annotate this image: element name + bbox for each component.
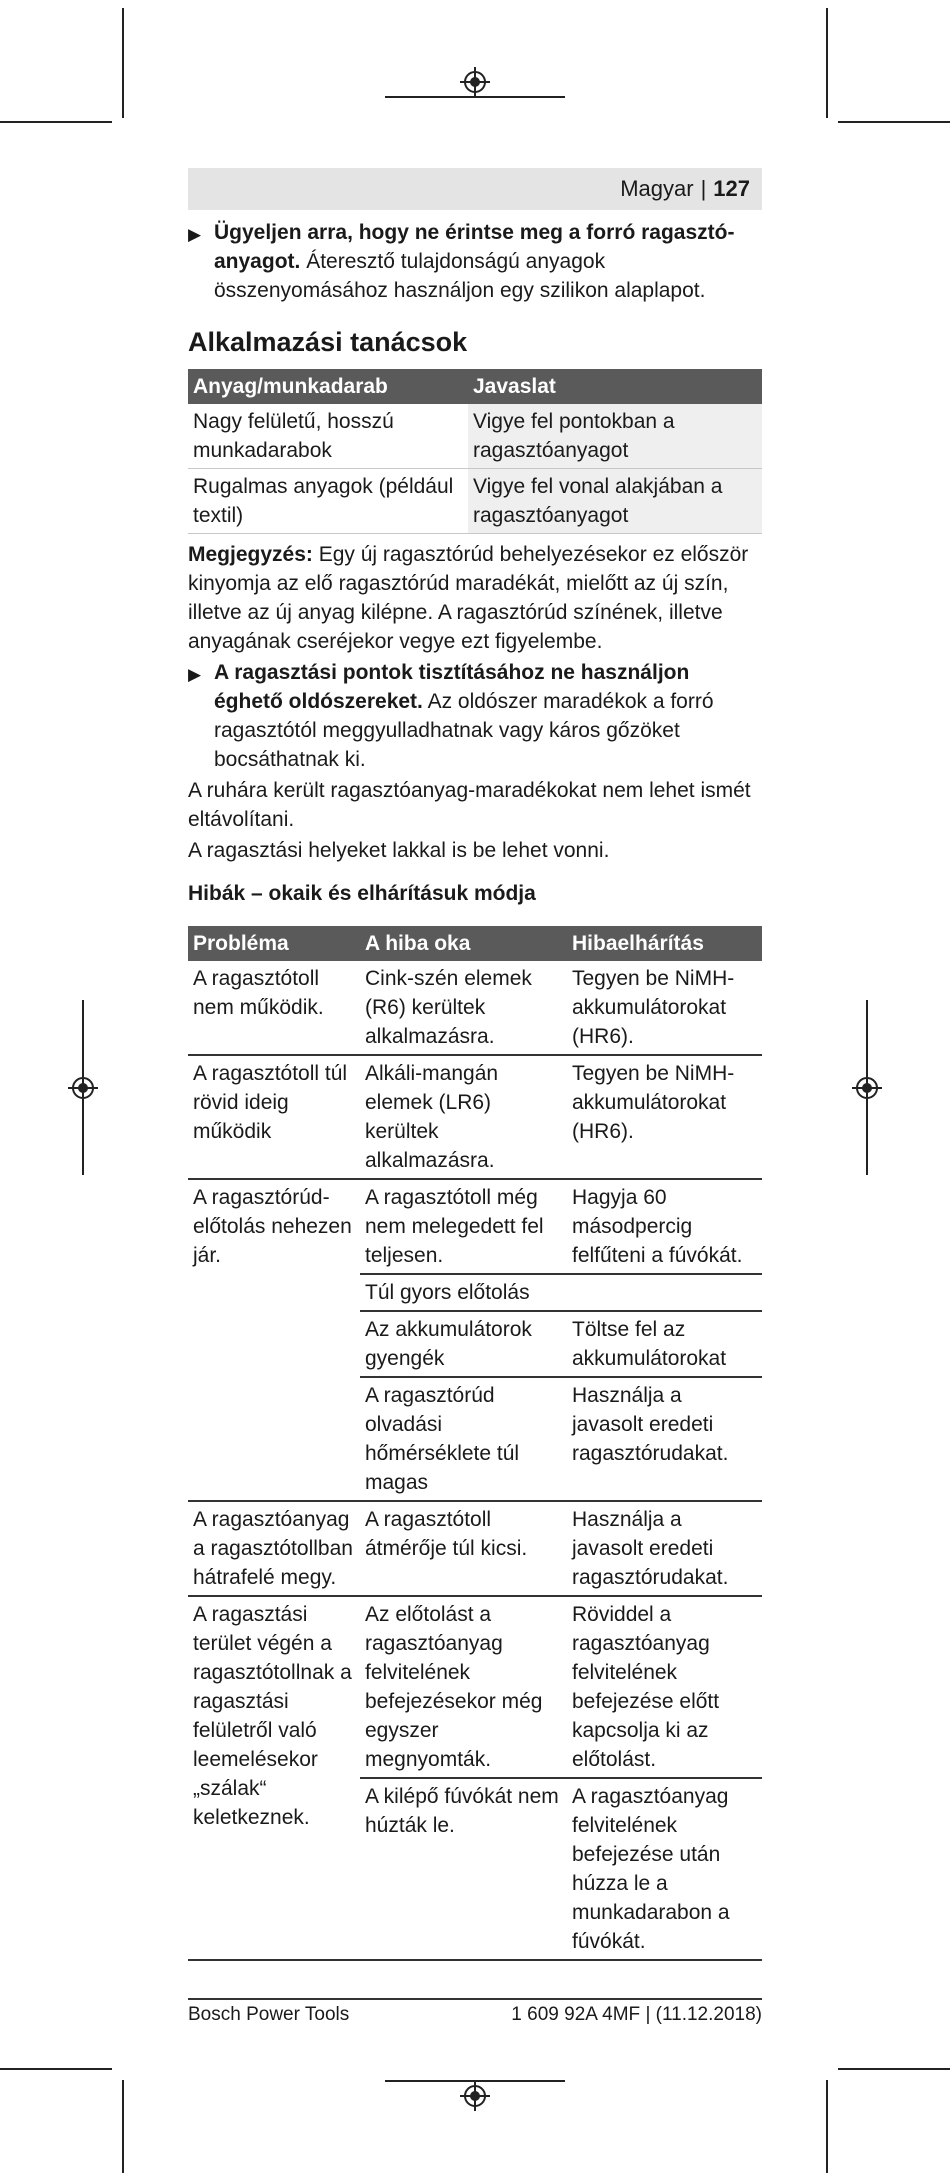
warning-hot-glue bbox=[188, 218, 762, 305]
note-label: Megjegyzés: bbox=[188, 543, 313, 566]
paragraph: A ruhára került ragasztóanyag-maradékokat nem lehet ismét eltávolítani. bbox=[188, 779, 751, 831]
warning-bold: Ügyeljen arra, hogy ne érintse meg a forró ragasztó-anyagot. bbox=[214, 221, 735, 273]
table-cell: Az akkumulátorok gyengék bbox=[360, 1311, 567, 1377]
registration-mark-icon bbox=[852, 1073, 882, 1103]
table-row bbox=[188, 469, 762, 534]
table-row bbox=[188, 1596, 762, 1778]
bullet-triangle-icon: ▶ bbox=[188, 665, 202, 684]
table-cell: Az előtolást a ragasztóanyag felvitelének befejezésekor még egyszer megnyomták. bbox=[360, 1596, 567, 1778]
table-cell: A ragasztótoll túl rövid ideig működik bbox=[188, 1055, 360, 1179]
page-number: 127 bbox=[713, 176, 750, 201]
crop-mark bbox=[122, 2080, 124, 2173]
note-text: Egy új ragasztórúd behelyezésekor ez először kinyomja az elő ragasztórúd maradékát, mielőtt az új szín, illetve az új anyag kilépne. A ragasztórúd színének, illetve anyagának cseréjekor vegye ezt figyelembe. bbox=[188, 543, 749, 653]
table-cell: Cink-szén elemek (R6) kerültek alkalmazásra. bbox=[360, 961, 567, 1055]
crop-mark bbox=[838, 2068, 950, 2070]
warning-solvents bbox=[188, 658, 762, 774]
table-cell: Röviddel a ragasztóanyag felvitelének befejezése előtt kapcsolja ki az előtolást. bbox=[567, 1596, 762, 1778]
crop-mark bbox=[826, 2080, 828, 2173]
warning-text: Áteresztő tulajdonságú anyagok összenyomásához használjon egy szilikon alaplapot. bbox=[214, 250, 706, 302]
table-cell: A ragasztórúd-előtolás nehezen jár. bbox=[188, 1179, 360, 1501]
header-separator: | bbox=[700, 176, 707, 201]
table-cell: Tegyen be NiMH-akkumulátorokat (HR6). bbox=[567, 961, 762, 1055]
table-cell: Rugalmas anyagok (például textil) bbox=[188, 469, 468, 534]
column-header: Javaslat bbox=[468, 369, 762, 404]
table-cell: Vigye fel pontokban a ragasztóanyagot bbox=[468, 404, 762, 469]
crop-mark bbox=[0, 121, 112, 123]
table-cell bbox=[360, 1274, 762, 1311]
bullet-triangle-icon: ▶ bbox=[188, 225, 202, 244]
table-cell: Nagy felületű, hosszú munkadarabok bbox=[188, 404, 468, 469]
registration-mark-icon bbox=[460, 67, 490, 97]
table-cell: Töltse fel az akkumulátorokat bbox=[567, 1311, 762, 1377]
table-row bbox=[188, 404, 762, 469]
section-title: Hibák – okaik és elhárításuk módja bbox=[188, 882, 536, 905]
table-cell: A ragasztási terület végén a ragasztótollnak a ragasztási felületről való leemelésekor „szálak“ keletkeznek. bbox=[188, 1596, 360, 1960]
crop-mark bbox=[838, 121, 950, 123]
registration-mark-icon bbox=[68, 1073, 98, 1103]
table-row bbox=[188, 1501, 762, 1596]
table-cell: A ragasztórúd olvadási hőmérséklete túl magas bbox=[360, 1377, 567, 1501]
table-cell: Tegyen be NiMH-akkumulátorokat (HR6). bbox=[567, 1055, 762, 1179]
column-header: A hiba oka bbox=[360, 926, 567, 961]
table-header-row bbox=[188, 926, 762, 961]
table-row bbox=[188, 1055, 762, 1179]
footer-brand: Bosch Power Tools bbox=[188, 2004, 350, 2025]
footer-docref: 1 609 92A 4MF | (11.12.2018) bbox=[511, 2004, 762, 2025]
page-content bbox=[188, 168, 762, 1961]
warning-bold: A ragasztási pontok tisztításához ne használjon éghető oldószereket. bbox=[214, 661, 690, 713]
crop-mark bbox=[826, 8, 828, 118]
table-cell: A ragasztóanyag a ragasztótollban hátrafelé megy. bbox=[188, 1501, 360, 1596]
table-row bbox=[188, 961, 762, 1055]
application-tips-table bbox=[188, 369, 762, 534]
crop-mark bbox=[0, 2068, 112, 2070]
table-cell: A ragasztóanyag felvitelének befejezése után húzza le a munkadarabon a fúvókát. bbox=[567, 1778, 762, 1960]
table-cell: Vigye fel vonal alakjában a ragasztóanyagot bbox=[468, 469, 762, 534]
crop-mark bbox=[122, 8, 124, 118]
column-header: Probléma bbox=[188, 926, 360, 961]
note-paragraph bbox=[188, 540, 762, 656]
table-row bbox=[188, 1179, 762, 1274]
table-cell: A ragasztótoll nem működik. bbox=[188, 961, 360, 1055]
column-header: Anyag/munkadarab bbox=[188, 369, 468, 404]
column-header: Hibaelhárítás bbox=[567, 926, 762, 961]
table-cell: Használja a javasolt eredeti ragasztórudakat. bbox=[567, 1501, 762, 1596]
header-language: Magyar bbox=[620, 176, 694, 201]
table-cell: Használja a javasolt eredeti ragasztórudakat. bbox=[567, 1377, 762, 1501]
table-cell: A kilépő fúvókát nem húzták le. bbox=[360, 1778, 567, 1960]
page-footer bbox=[188, 1998, 762, 2026]
table-cell: A ragasztótoll még nem melegedett fel teljesen. bbox=[360, 1179, 567, 1274]
table-cell: Hagyja 60 másodpercig felfűteni a fúvókát. bbox=[567, 1179, 762, 1274]
warning-text: Az oldószer maradékok a forró ragasztótól meggyulladhatnak vagy káros gőzöket bocsáthatnak ki. bbox=[214, 690, 714, 771]
registration-mark-icon bbox=[460, 2081, 490, 2111]
table-header-row bbox=[188, 369, 762, 404]
page-header bbox=[188, 168, 762, 210]
troubleshooting-table bbox=[188, 926, 762, 1961]
cell-text: Túl gyors előtolás bbox=[365, 1281, 530, 1304]
section-title: Alkalmazási tanácsok bbox=[188, 327, 468, 357]
table-cell: Alkáli-mangán elemek (LR6) kerültek alkalmazásra. bbox=[360, 1055, 567, 1179]
paragraph: A ragasztási helyeket lakkal is be lehet vonni. bbox=[188, 839, 610, 862]
table-cell: A ragasztótoll átmérője túl kicsi. bbox=[360, 1501, 567, 1596]
